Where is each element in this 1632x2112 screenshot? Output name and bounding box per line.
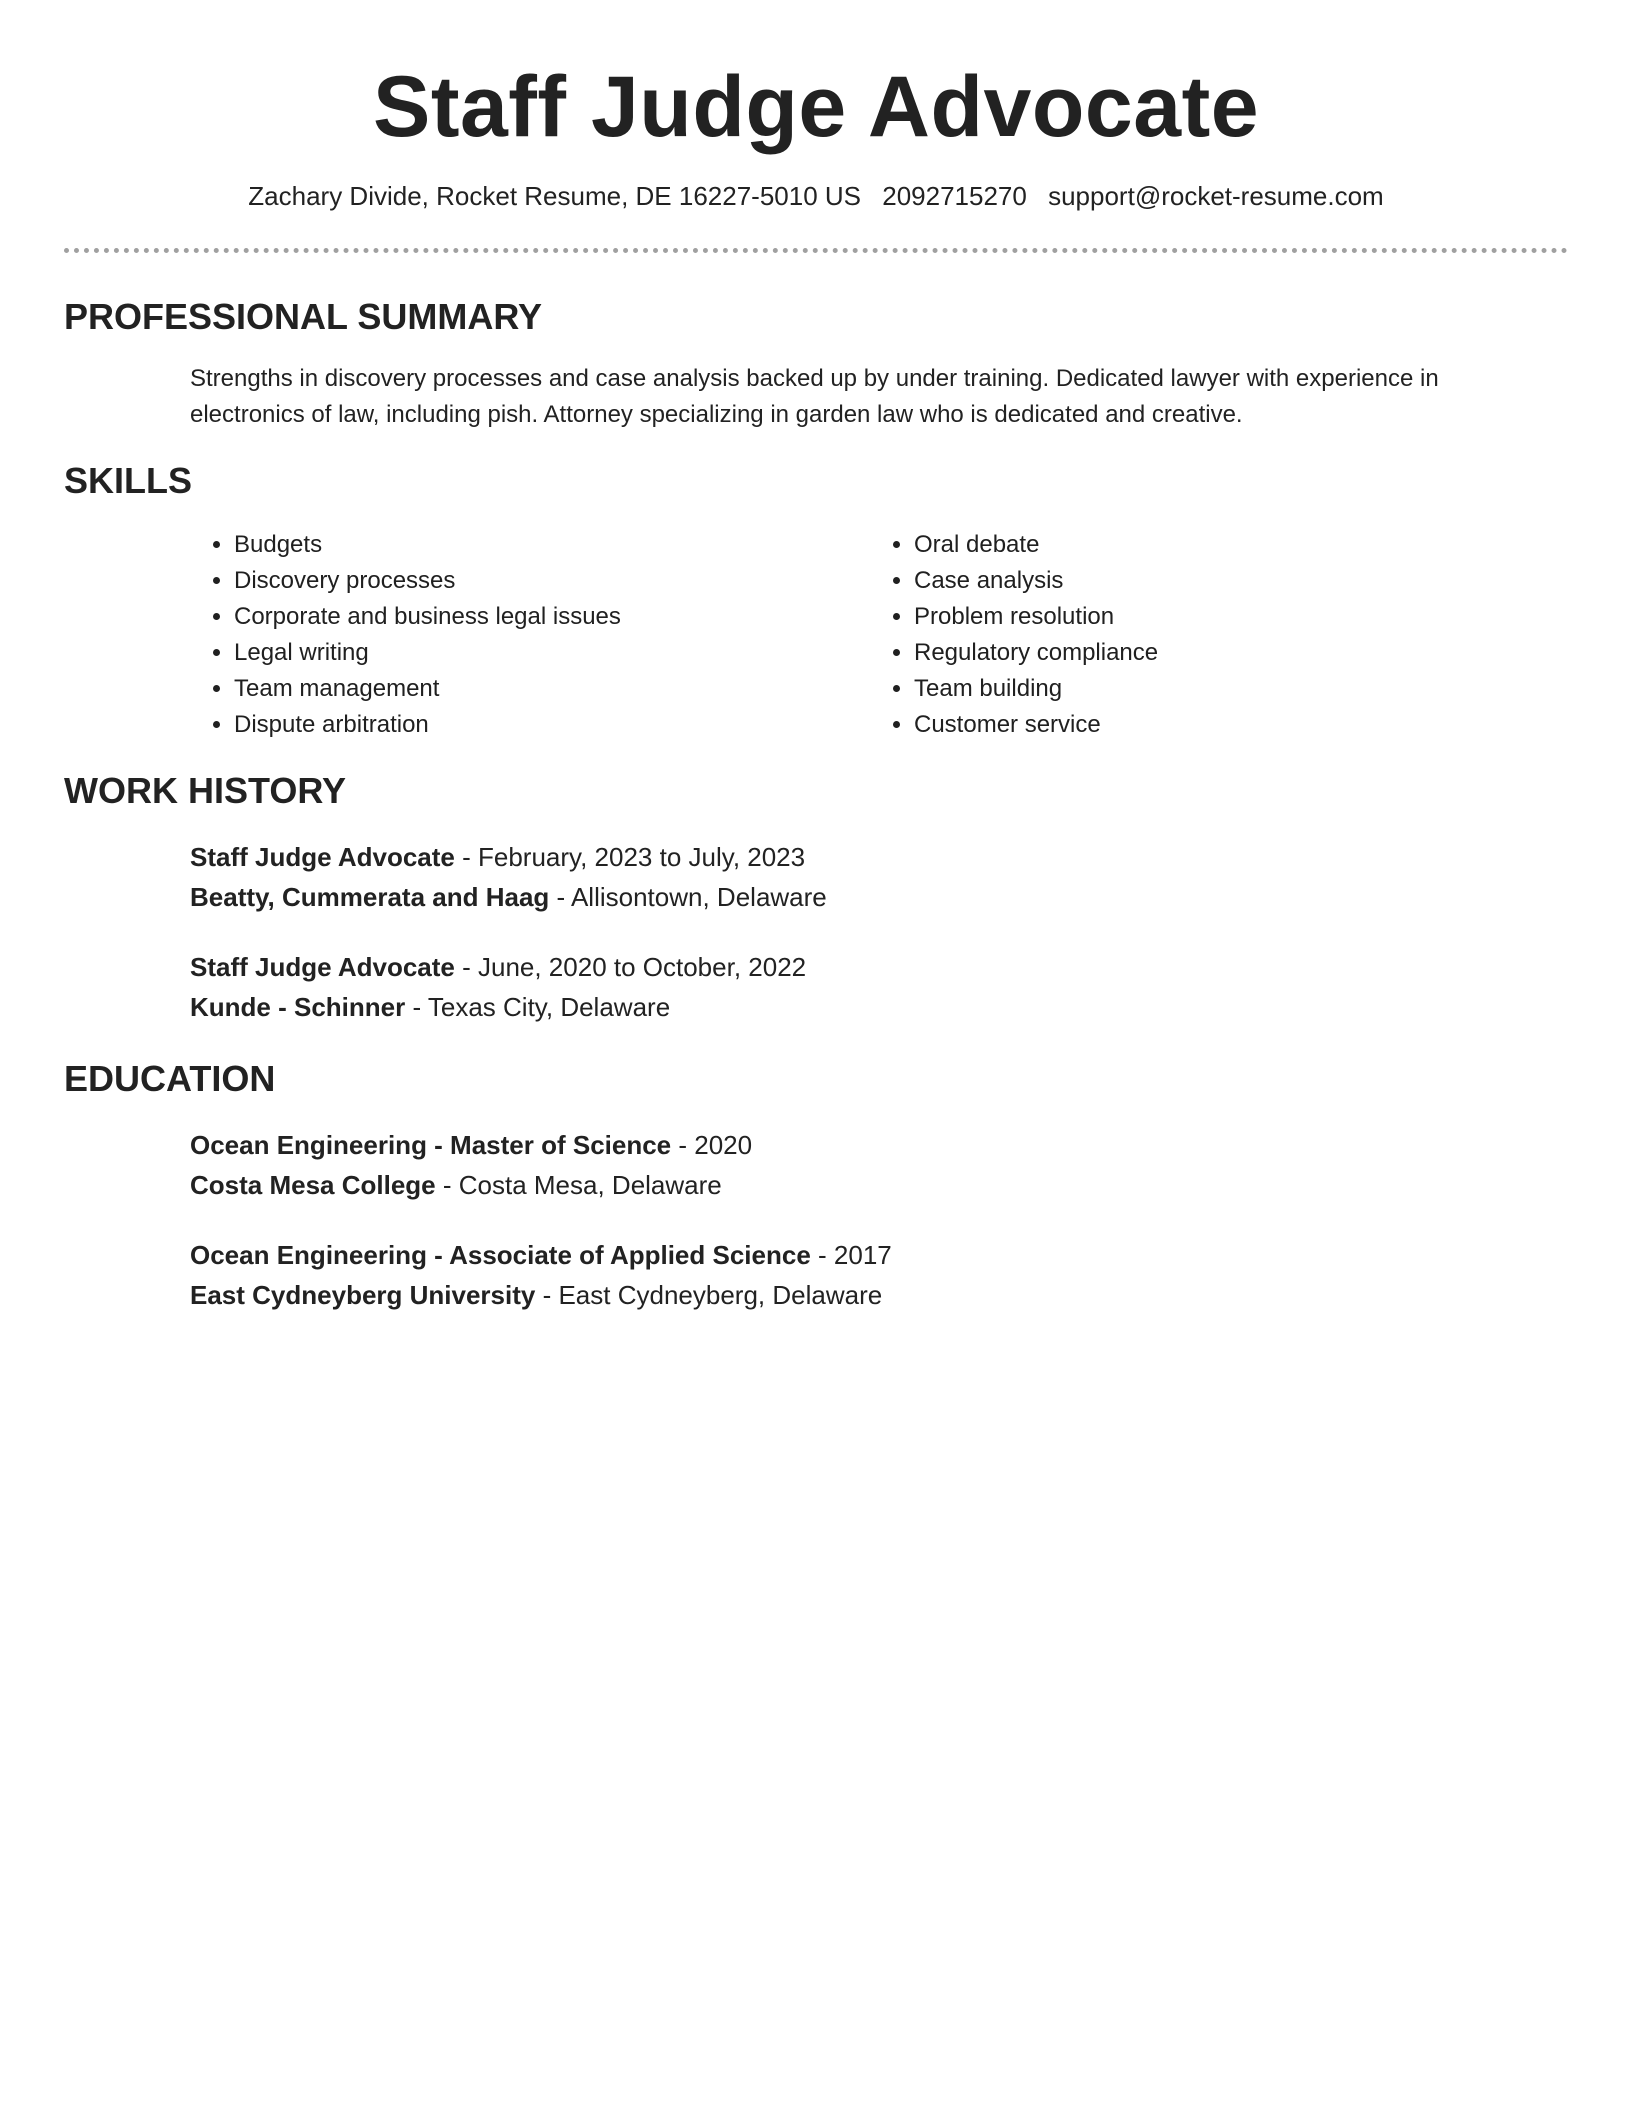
contact-phone: 2092715270	[882, 181, 1027, 211]
education-entry-degree-line	[190, 1235, 1568, 1275]
section-title-education: EDUCATION	[64, 1058, 276, 1099]
education-entry-year: - 2020	[671, 1130, 753, 1160]
skill-item: • Team building	[914, 671, 1550, 707]
skills-column-left	[190, 527, 870, 743]
skills-list	[190, 527, 1568, 743]
contact-line	[64, 178, 1568, 214]
education-entry-school: Costa Mesa College	[190, 1170, 436, 1200]
contact-email: support@rocket-resume.com	[1048, 181, 1384, 211]
header-divider	[64, 248, 1568, 253]
education-entry-location: - East Cydneyberg, Delaware	[535, 1280, 883, 1310]
skill-item: • Legal writing	[234, 635, 870, 671]
education-entry-degree: Ocean Engineering - Associate of Applied Science	[190, 1240, 811, 1270]
education-entry-degree-line	[190, 1125, 1568, 1165]
education-entry-location: - Costa Mesa, Delaware	[435, 1170, 722, 1200]
work-entry-company: Beatty, Cummerata and Haag	[190, 882, 550, 912]
work-entry-dates: - June, 2020 to October, 2022	[454, 952, 807, 982]
skill-item: • Team management	[234, 671, 870, 707]
education-entry-degree: Ocean Engineering - Master of Science	[190, 1130, 672, 1160]
resume-name: Staff Judge Advocate	[372, 59, 1260, 155]
education-entry-year: - 2017	[810, 1240, 892, 1270]
education-entry	[190, 1125, 1568, 1205]
skill-item: • Problem resolution	[914, 599, 1550, 635]
resume-page	[64, 0, 1568, 1315]
skill-item: • Oral debate	[914, 527, 1550, 563]
work-entry-dates: - February, 2023 to July, 2023	[454, 842, 806, 872]
work-entry-role-line	[190, 837, 1568, 877]
education-entry-school-line	[190, 1275, 1568, 1315]
skill-item: • Discovery processes	[234, 563, 870, 599]
skills-column-right	[870, 527, 1550, 743]
section-title-summary: PROFESSIONAL SUMMARY	[64, 296, 543, 337]
work-entry-company: Kunde - Schinner	[190, 992, 406, 1022]
education-entry	[190, 1235, 1568, 1315]
education-entry-school: East Cydneyberg University	[190, 1280, 536, 1310]
work-entry-role: Staff Judge Advocate	[190, 952, 455, 982]
work-entry-role: Staff Judge Advocate	[190, 842, 455, 872]
work-entry	[190, 947, 1568, 1027]
skill-item: • Dispute arbitration	[234, 707, 870, 743]
section-title-skills: SKILLS	[64, 460, 193, 501]
summary-text: Strengths in discovery processes and case analysis backed up by under training. Dedicated lawyer with experience in electronics of law, including pish. Attorney specializing in garden law who is dedicated and creative.	[190, 365, 1439, 428]
contact-address: Zachary Divide, Rocket Resume, DE 16227-5010 US	[248, 181, 862, 211]
education-entry-school-line	[190, 1165, 1568, 1205]
skill-item: • Customer service	[914, 707, 1550, 743]
skill-item: • Corporate and business legal issues	[234, 599, 870, 635]
work-entry-company-line	[190, 987, 1568, 1027]
work-entry-company-line	[190, 877, 1568, 917]
work-entry	[190, 837, 1568, 917]
section-title-work-history: WORK HISTORY	[64, 770, 347, 811]
skill-item: • Budgets	[234, 527, 870, 563]
work-entry-role-line	[190, 947, 1568, 987]
work-entry-location: - Texas City, Delaware	[405, 992, 671, 1022]
skill-item: • Regulatory compliance	[914, 635, 1550, 671]
skill-item: • Case analysis	[914, 563, 1550, 599]
work-entry-location: - Allisontown, Delaware	[549, 882, 827, 912]
